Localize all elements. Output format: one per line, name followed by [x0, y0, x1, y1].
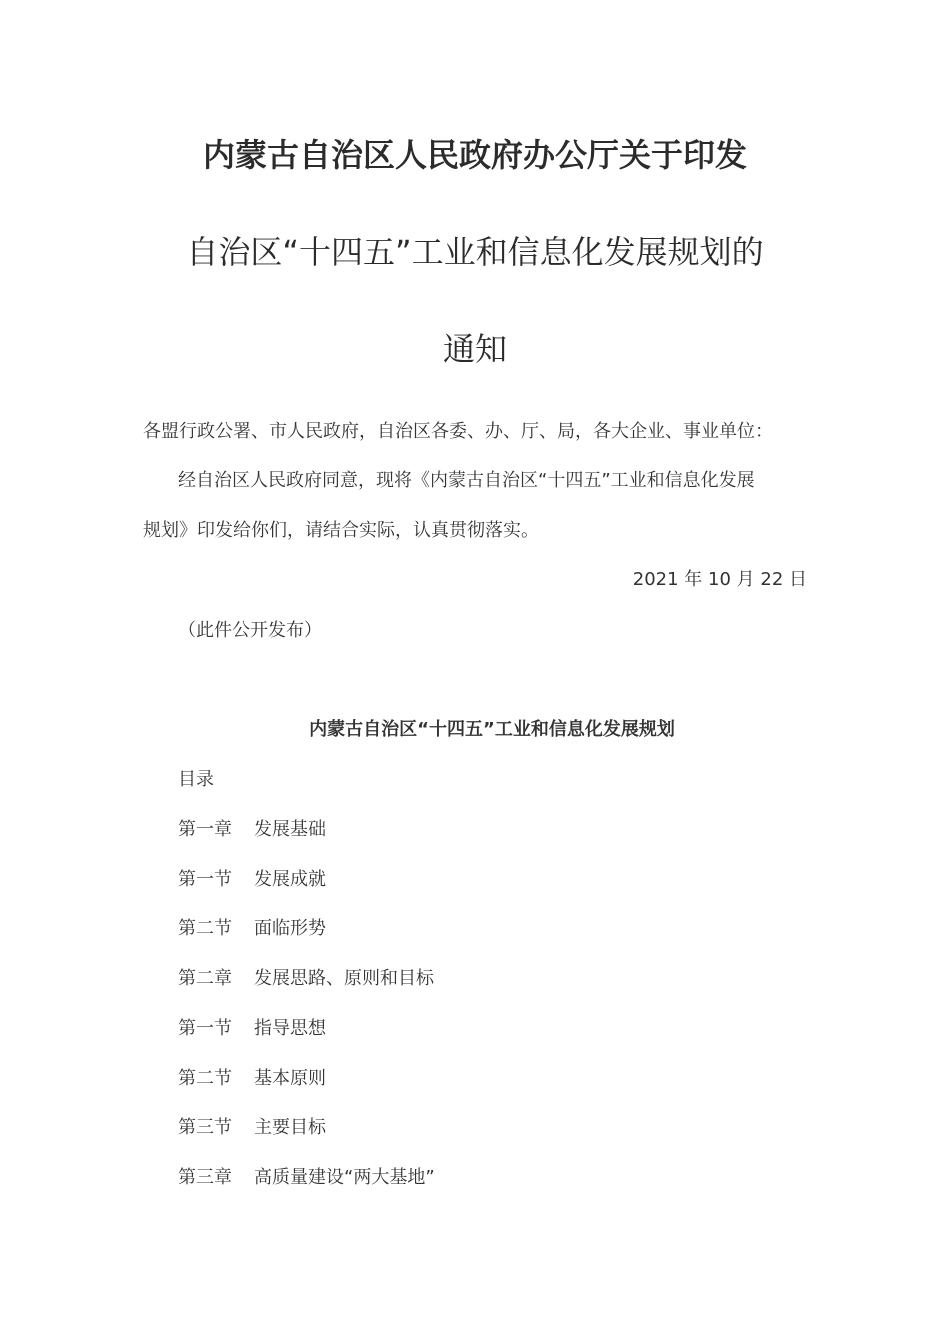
public-release-note: （此件公开发布） — [178, 620, 322, 641]
toc-item-text: 发展思路、原则和目标 — [254, 968, 434, 989]
notice-title-line-2: 自治区“十四五”工业和信息化发展规划的 — [186, 233, 764, 271]
toc-item-number: 第二章 — [178, 968, 232, 989]
toc-item — [178, 867, 326, 893]
toc-item-text: 发展基础 — [254, 819, 326, 840]
toc-item-text: 基本原则 — [254, 1068, 326, 1089]
toc-item-text: 主要目标 — [254, 1117, 326, 1138]
toc-item-text: 指导思想 — [254, 1018, 326, 1039]
toc-item-number: 第二节 — [178, 918, 232, 939]
toc-item-number: 第一节 — [178, 1018, 232, 1039]
toc-item — [178, 1066, 326, 1092]
toc-item-number: 第三节 — [178, 1117, 232, 1138]
toc-item-number: 第三章 — [178, 1167, 232, 1188]
notice-title-line-1: 内蒙古自治区人民政府办公厅关于印发 — [202, 136, 747, 174]
toc-item-number: 第一节 — [178, 869, 232, 890]
toc-item — [178, 1115, 326, 1141]
notice-paragraph-line-2: 规划》印发给你们，请结合实际，认真贯彻落实。 — [143, 520, 539, 541]
toc-item-number: 第二节 — [178, 1068, 232, 1089]
notice-paragraph-line-1: 经自治区人民政府同意，现将《内蒙古自治区“十四五”工业和信息化发展 — [178, 470, 755, 491]
plan-title: 内蒙古自治区“十四五”工业和信息化发展规划 — [309, 719, 675, 740]
toc-item-text: 面临形势 — [254, 918, 326, 939]
salutation: 各盟行政公署、市人民政府，自治区各委、办、厅、局，各大企业、事业单位： — [143, 421, 773, 442]
toc-item — [178, 1165, 435, 1191]
toc-item — [178, 916, 326, 942]
toc-item-number: 第一章 — [178, 819, 232, 840]
issue-date: 2021 年 10 月 22 日 — [632, 569, 807, 590]
toc-heading: 目录 — [178, 769, 214, 790]
toc-item — [178, 1016, 326, 1042]
notice-title-line-3: 通知 — [442, 330, 507, 368]
toc-item-text: 发展成就 — [254, 869, 326, 890]
toc-item-text: 高质量建设“两大基地” — [254, 1167, 435, 1188]
toc-item — [178, 966, 434, 992]
toc-item — [178, 817, 326, 843]
